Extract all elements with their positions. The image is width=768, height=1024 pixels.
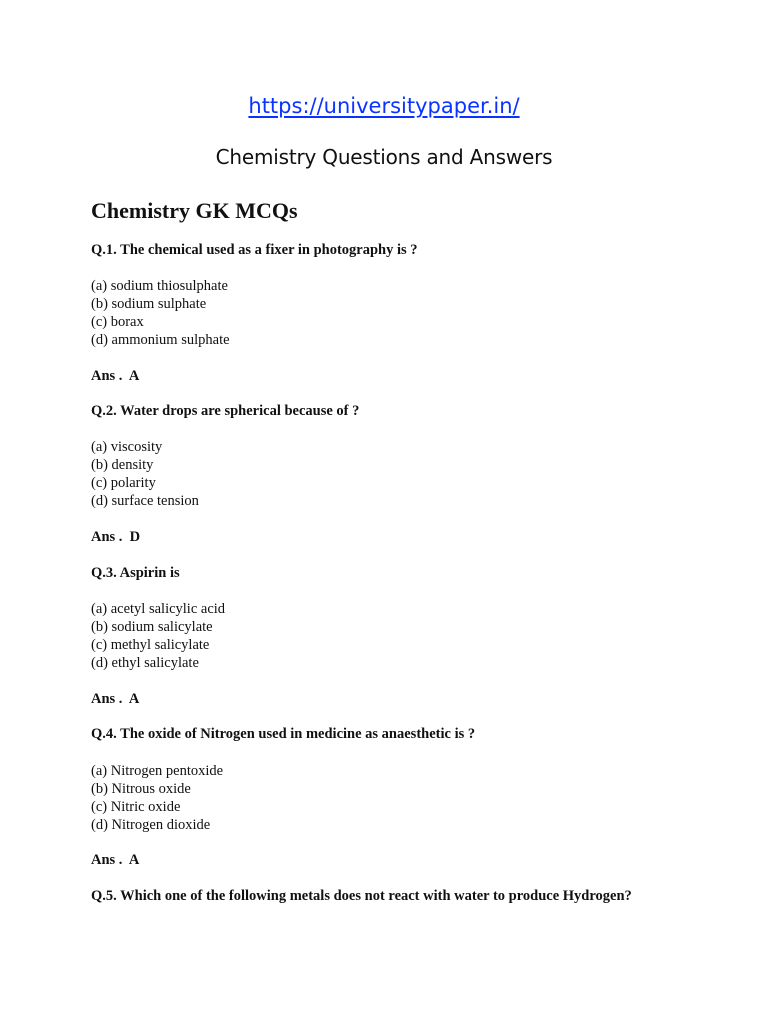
option-1d: (d) ammonium sulphate [91, 332, 230, 348]
answer-1: Ans . A [91, 368, 140, 384]
question-2: Q.2. Water drops are spherical because of ? [91, 403, 360, 419]
option-1b: (b) sodium sulphate [91, 296, 207, 312]
option-4b: (b) Nitrous oxide [91, 781, 191, 797]
question-4: Q.4. The oxide of Nitrogen used in medicine as anaesthetic is ? [91, 726, 476, 742]
answer-2: Ans . D [91, 529, 141, 545]
answer-3: Ans . A [91, 691, 140, 707]
option-4a: (a) Nitrogen pentoxide [91, 763, 224, 779]
option-4d: (d) Nitrogen dioxide [91, 817, 211, 833]
option-2c: (c) polarity [91, 475, 156, 491]
question-3: Q.3. Aspirin is [91, 565, 180, 581]
document-title: Chemistry Questions and Answers [215, 145, 553, 169]
option-2b: (b) density [91, 457, 154, 473]
option-2a: (a) viscosity [91, 439, 163, 455]
options-4 [91, 762, 223, 834]
question-5: Q.5. Which one of the following metals does not react with water to produce Hydrogen? [91, 888, 632, 904]
question-1: Q.1. The chemical used as a fixer in photography is ? [91, 242, 418, 258]
options-3 [91, 600, 225, 672]
option-1c: (c) borax [91, 314, 144, 330]
option-4c: (c) Nitric oxide [91, 799, 181, 815]
option-3d: (d) ethyl salicylate [91, 655, 199, 671]
option-3b: (b) sodium salicylate [91, 619, 213, 635]
options-2 [91, 438, 199, 510]
answer-4: Ans . A [91, 852, 140, 868]
option-1a: (a) sodium thiosulphate [91, 278, 228, 294]
option-2d: (d) surface tension [91, 493, 199, 509]
options-1 [91, 277, 230, 349]
option-3a: (a) acetyl salicylic acid [91, 601, 226, 617]
site-link[interactable]: https://universitypaper.in/ [248, 94, 520, 118]
section-heading: Chemistry GK MCQs [91, 198, 298, 223]
option-3c: (c) methyl salicylate [91, 637, 210, 653]
